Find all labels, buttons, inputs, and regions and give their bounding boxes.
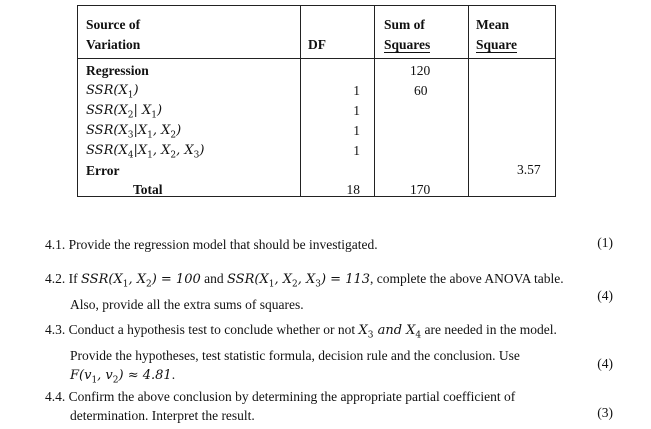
q42-line-b: Also, provide all the extra sums of squares. <box>70 296 304 312</box>
header-df: DF <box>308 37 326 52</box>
ss-ssr-x1: 60 <box>414 83 428 98</box>
q43-line-a: 4.3. Conduct a hypothesis test to conclude whether or not $X_3$ and $X_4$ are needed in the model. <box>45 322 557 341</box>
header-source-line1: Source of <box>86 17 141 32</box>
table-left-border <box>77 5 78 197</box>
q42-marks: (4) <box>597 288 613 303</box>
table-top-border <box>77 5 556 6</box>
row-label-ssr-x1: $SSR(X_1)$ <box>86 83 139 101</box>
ss-total: 170 <box>410 182 431 197</box>
table-right-border <box>555 5 556 197</box>
q43-line-c: $F(v_1$, $v_2) \approx 4.81$. <box>70 366 176 386</box>
df-total: 18 <box>346 182 360 197</box>
header-ss-line2: Squares <box>384 37 431 52</box>
table-header-divider <box>77 58 556 59</box>
header-source-line2: Variation <box>86 37 141 52</box>
header-ss-line1: Sum of <box>384 17 425 32</box>
q44-line-b: determination. Interpret the result. <box>70 408 255 423</box>
q41-text: Provide the regression model that should be investigated. <box>68 237 378 252</box>
ss-regression: 120 <box>410 63 431 78</box>
header-ms-line2: Square <box>476 37 518 52</box>
df-ssr-x4: 1 <box>353 143 360 158</box>
row-label-total: Total <box>133 182 163 197</box>
table-col-divider-ss <box>374 5 375 197</box>
row-label-regression: Regression <box>86 63 149 78</box>
table-col-divider-df <box>300 5 301 197</box>
q44-marks: (3) <box>597 405 613 420</box>
table-col-divider-ms <box>468 5 469 197</box>
q44-line-a: 4.4. Confirm the above conclusion by determining the appropriate partial coefficient of <box>45 389 516 404</box>
anova-table <box>77 5 556 197</box>
header-ms-line1: Mean <box>476 17 509 32</box>
q41-marks: (1) <box>597 235 613 250</box>
q42-line-a: 4.2. If $SSR(X_1$, $X_2) = 100$ and $SSR(X_1$, $X_2$, $X_3) = 113$, complete the above ANOVA table. <box>45 271 564 290</box>
q43-line-b: Provide the hypotheses, test statistic formula, decision rule and the conclusion. Use <box>70 347 520 363</box>
row-label-ssr-x2-given-x1: $SSR(X_2|$ $X_1$) <box>86 103 163 121</box>
df-ssr-x1: 1 <box>353 83 360 98</box>
ms-error: 3.57 <box>517 162 541 177</box>
question-4-4 <box>45 387 605 425</box>
q43-marks: (4) <box>597 356 613 371</box>
df-ssr-x3: 1 <box>353 123 360 138</box>
df-ssr-x2: 1 <box>353 103 360 118</box>
question-4-2 <box>45 269 605 314</box>
question-4-3 <box>45 320 605 390</box>
row-label-error: Error <box>86 163 120 178</box>
row-label-ssr-x4-given-x1x2x3: $SSR(X_4|X_1$, $X_2$, $X_3$) <box>86 143 205 161</box>
question-4-1 <box>45 235 605 254</box>
q41-number: 4.1. <box>45 237 66 252</box>
row-label-ssr-x3-given-x1x2: $SSR(X_3|X_1$, $X_2$) <box>86 123 182 141</box>
